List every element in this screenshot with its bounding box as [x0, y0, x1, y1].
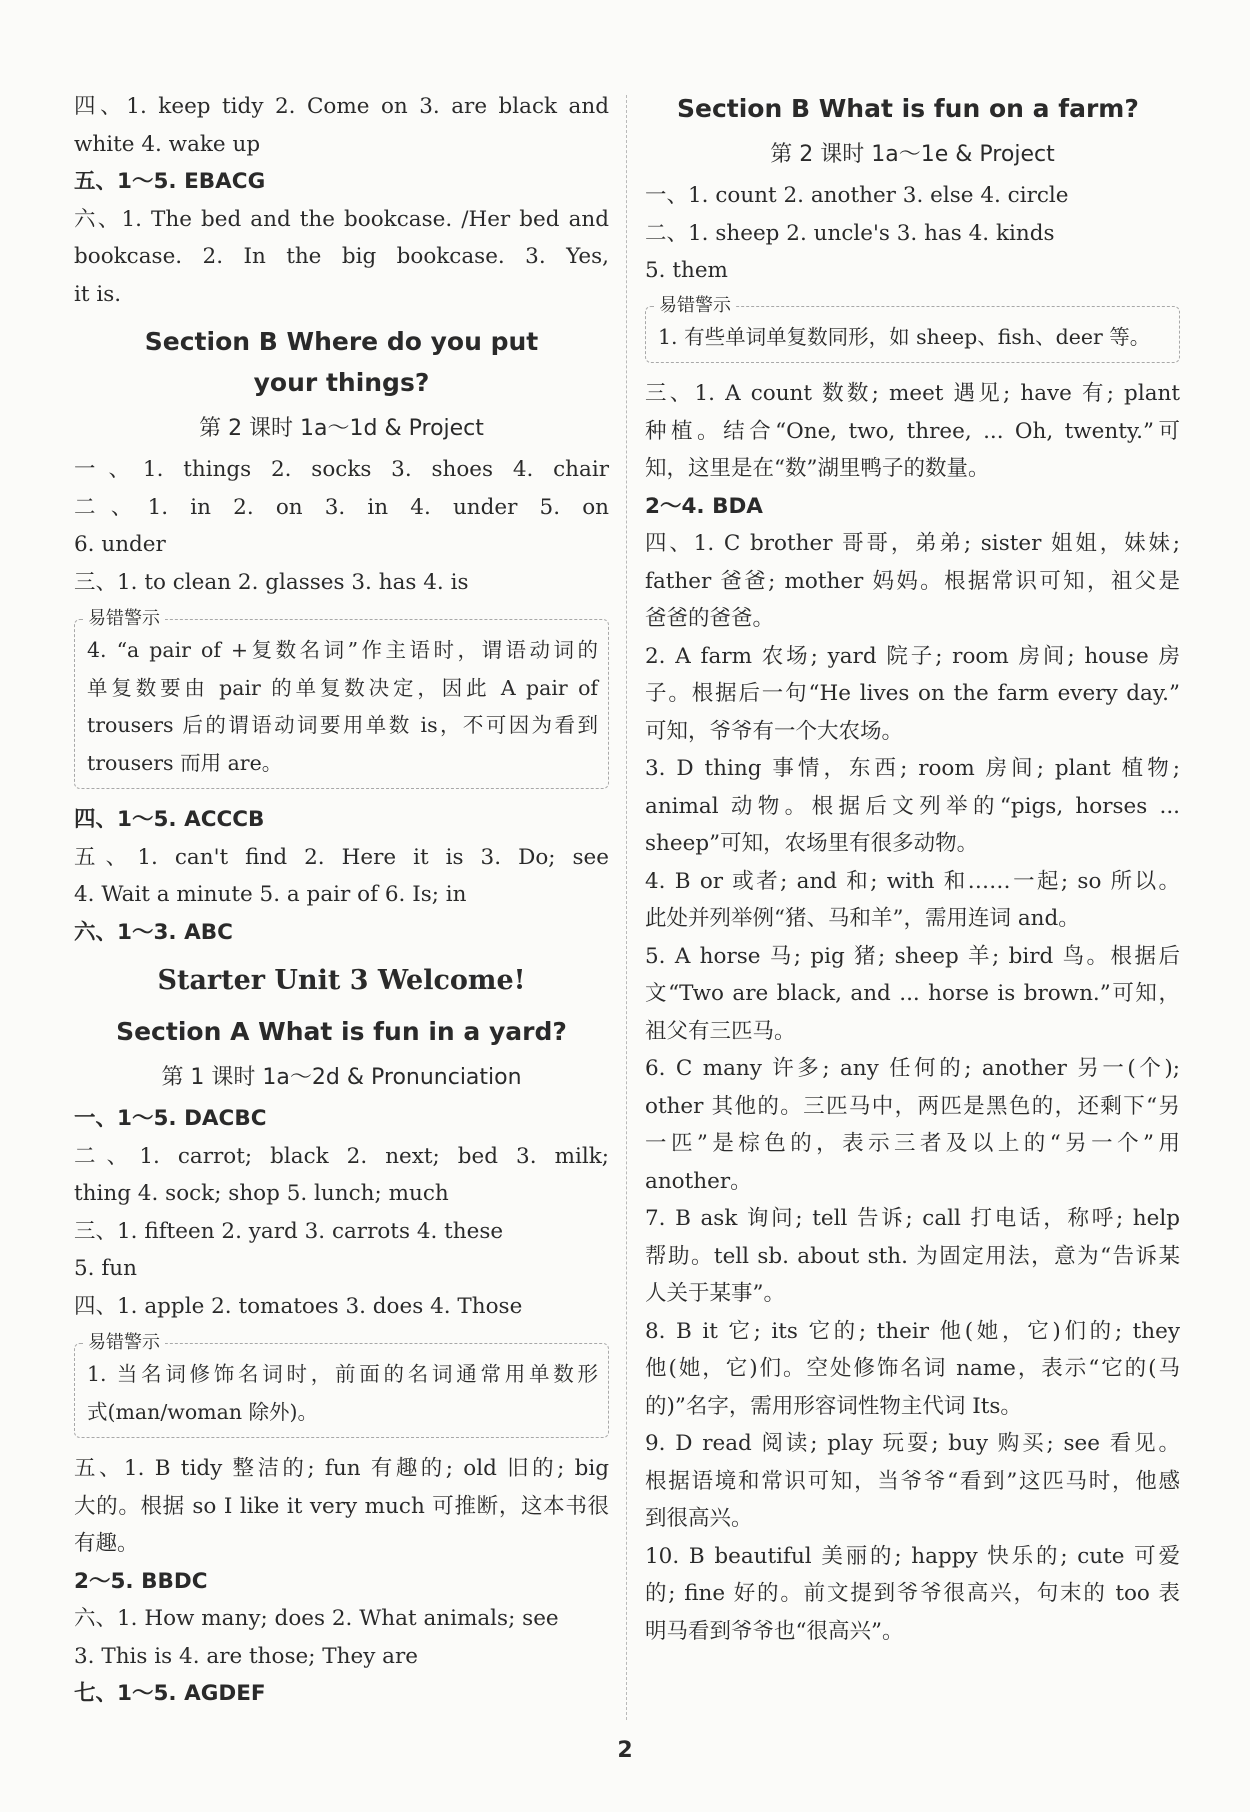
- section-heading: Section B Where do you put: [144, 327, 539, 356]
- answer-line: father 爸爸; mother 妈妈。根据常识可知，祖父是: [645, 568, 1180, 594]
- page-number: 2: [617, 1738, 633, 1763]
- answer-line: 三、1. A count 数数; meet 遇见; have 有; plant: [645, 381, 1180, 406]
- answer-line: 四、1. keep tidy 2. Come on 3. are black and: [74, 94, 609, 119]
- warning-line: trousers 后的谓语动词要用单数 is，不可因为看到: [87, 713, 598, 737]
- answer-line: 五、1. B tidy 整洁的; fun 有趣的; old 旧的; big: [74, 1456, 609, 1481]
- answer-line: 9. D read 阅读; play 玩耍; buy 购买; see 看见。: [645, 1431, 1180, 1456]
- answer-line: 五、1～5. EBACG: [74, 169, 266, 194]
- answer-line: other 其他的。三匹马中，两匹是黑色的，还剩下“另: [645, 1093, 1180, 1119]
- answer-line: bookcase. 2. In the big bookcase. 3. Yes,: [74, 244, 609, 269]
- answer-line: 有趣。: [74, 1531, 139, 1556]
- answer-line: 一、1. count 2. another 3. else 4. circle: [645, 183, 1069, 208]
- warning-line: 1. 当名词修饰名词时，前面的名词通常用单数形: [87, 1362, 598, 1386]
- error-warning-box: [74, 1332, 609, 1438]
- answer-line: 四、1～5. ACCCB: [74, 807, 265, 832]
- answer-line: 到很高兴。: [645, 1506, 753, 1531]
- warning-title: 易错警示: [83, 1331, 165, 1355]
- answer-line: 二、1. in 2. on 3. in 4. under 5. on: [74, 494, 609, 520]
- answer-line: 2～5. BBDC: [74, 1568, 208, 1594]
- lesson-heading: 第 2 课时 1a～1d & Project: [199, 416, 484, 441]
- answer-line: 4. B or 或者; and 和; with 和……一起; so 所以。: [645, 868, 1180, 894]
- answer-line: 的)”名字，需用形容词性物主代词 Its。: [645, 1393, 1022, 1419]
- answer-line: 此处并列举例“猪、马和羊”，需用连词 and。: [645, 906, 1080, 931]
- warning-line: 式(man/woman 除外)。: [87, 1399, 319, 1424]
- answer-line: 的; fine 好的。前文提到爷爷很高兴，句末的 too 表: [645, 1581, 1180, 1606]
- answer-line: 2. A farm 农场; yard 院子; room 房间; house 房: [645, 643, 1180, 669]
- answer-line: 二、1. carrot; black 2. next; bed 3. milk;: [74, 1143, 609, 1169]
- answer-line: 10. B beautiful 美丽的; happy 快乐的; cute 可爱: [645, 1543, 1180, 1569]
- section-heading: Section B What is fun on a farm?: [677, 94, 1139, 123]
- answer-line: 知，这里是在“数”湖里鸭子的数量。: [645, 456, 990, 481]
- answer-line: 三、1. fifteen 2. yard 3. carrots 4. these: [74, 1218, 504, 1244]
- column-divider: [626, 95, 627, 1720]
- answer-line: 人关于某事”。: [645, 1281, 785, 1306]
- answer-line: 大的。根据 so I like it very much 可推断，这本书很: [74, 1493, 609, 1519]
- answer-line: it is.: [74, 281, 122, 307]
- lesson-heading: 第 2 课时 1a～1e & Project: [770, 142, 1055, 167]
- unit-heading: Starter Unit 3 Welcome!: [157, 965, 526, 996]
- warning-line: 1. 有些单词单复数同形，如 sheep、fish、deer 等。: [658, 324, 1151, 349]
- answer-line: 六、1～3. ABC: [74, 919, 233, 945]
- answer-line: 帮助。tell sb. about sth. 为固定用法，意为“告诉某: [645, 1243, 1180, 1269]
- answer-line: 2～4. BDA: [645, 493, 763, 519]
- lesson-heading: 第 1 课时 1a～2d & Pronunciation: [161, 1065, 522, 1090]
- answer-line: another。: [645, 1168, 752, 1194]
- answer-line: animal 动物。根据后文列举的“pigs, horses ...: [645, 793, 1180, 819]
- answer-line: 三、1. to clean 2. glasses 3. has 4. is: [74, 569, 469, 595]
- answer-line: 子。根据后一句“He lives on the farm every day.”: [645, 681, 1180, 706]
- answer-line: 六、1. How many; does 2. What animals; see: [74, 1606, 559, 1631]
- answer-line: 3. This is 4. are those; They are: [74, 1643, 418, 1669]
- answer-line: 一、1～5. DACBC: [74, 1106, 267, 1131]
- answer-line: 四、1. C brother 哥哥，弟弟; sister 姐姐，妹妹;: [645, 531, 1180, 556]
- answer-line: 可知，爷爷有一个大农场。: [645, 718, 904, 744]
- error-warning-box: [74, 608, 609, 789]
- warning-title: 易错警示: [83, 607, 165, 631]
- error-warning-box: [645, 294, 1180, 364]
- answer-line: 种植。结合“One, two, three, ... Oh, twenty.”可: [645, 418, 1180, 444]
- answer-line: 他(她，它)们。空处修饰名词 name，表示“它的(马: [645, 1356, 1180, 1381]
- answer-line: 8. B it 它; its 它的; their 他(她，它)们的; they: [645, 1318, 1180, 1344]
- answer-line: 6. C many 许多; any 任何的; another 另一(个);: [645, 1056, 1180, 1081]
- answer-line: 明马看到爷爷也“很高兴”。: [645, 1618, 904, 1644]
- answer-line: thing 4. sock; shop 5. lunch; much: [74, 1181, 449, 1206]
- answer-line: 3. D thing 事情，东西; room 房间; plant 植物;: [645, 756, 1180, 781]
- warning-line: 单复数要由 pair 的单复数决定，因此 A pair of: [87, 675, 598, 700]
- answer-line: white 4. wake up: [74, 131, 261, 157]
- answer-line: 6. under: [74, 532, 166, 557]
- section-heading: Section A What is fun in a yard?: [116, 1017, 567, 1046]
- answer-line: 根据语境和常识可知，当爷爷“看到”这匹马时，他感: [645, 1468, 1180, 1494]
- warning-line: trousers 而用 are。: [87, 750, 283, 775]
- answer-line: 一匹”是棕色的，表示三者及以上的“另一个”用: [645, 1131, 1180, 1156]
- answer-line: 4. Wait a minute 5. a pair of 6. Is; in: [74, 882, 467, 907]
- section-heading: your things?: [253, 368, 430, 397]
- answer-line: 二、1. sheep 2. uncle's 3. has 4. kinds: [645, 220, 1055, 246]
- answer-line: 5. A horse 马; pig 猪; sheep 羊; bird 鸟。根据后: [645, 943, 1180, 969]
- answer-line: 5. them: [645, 258, 728, 283]
- answer-line: 5. fun: [74, 1256, 137, 1281]
- answer-line: 六、1. The bed and the bookcase. /Her bed and: [74, 206, 609, 232]
- answer-line: sheep”可知，农场里有很多动物。: [645, 831, 979, 856]
- right-column: [645, 88, 1180, 1650]
- answer-line: 四、1. apple 2. tomatoes 3. does 4. Those: [74, 1293, 523, 1319]
- left-column: [74, 88, 609, 1713]
- answer-line: 七、1～5. AGDEF: [74, 1681, 266, 1706]
- warning-line: 4. “a pair of +复数名词”作主语时，谓语动词的: [87, 638, 598, 662]
- answer-line: 五、1. can't find 2. Here it is 3. Do; see: [74, 844, 609, 870]
- answer-line: 文“Two are black, and ... horse is brown.”可知，: [645, 981, 1180, 1006]
- answer-line: 7. B ask 询问; tell 告诉; call 打电话，称呼; help: [645, 1206, 1180, 1231]
- answer-line: 爸爸的爸爸。: [645, 606, 775, 631]
- answer-line: 祖父有三匹马。: [645, 1018, 796, 1044]
- answer-line: 一、1. things 2. socks 3. shoes 4. chair: [74, 457, 609, 482]
- warning-title: 易错警示: [654, 294, 736, 318]
